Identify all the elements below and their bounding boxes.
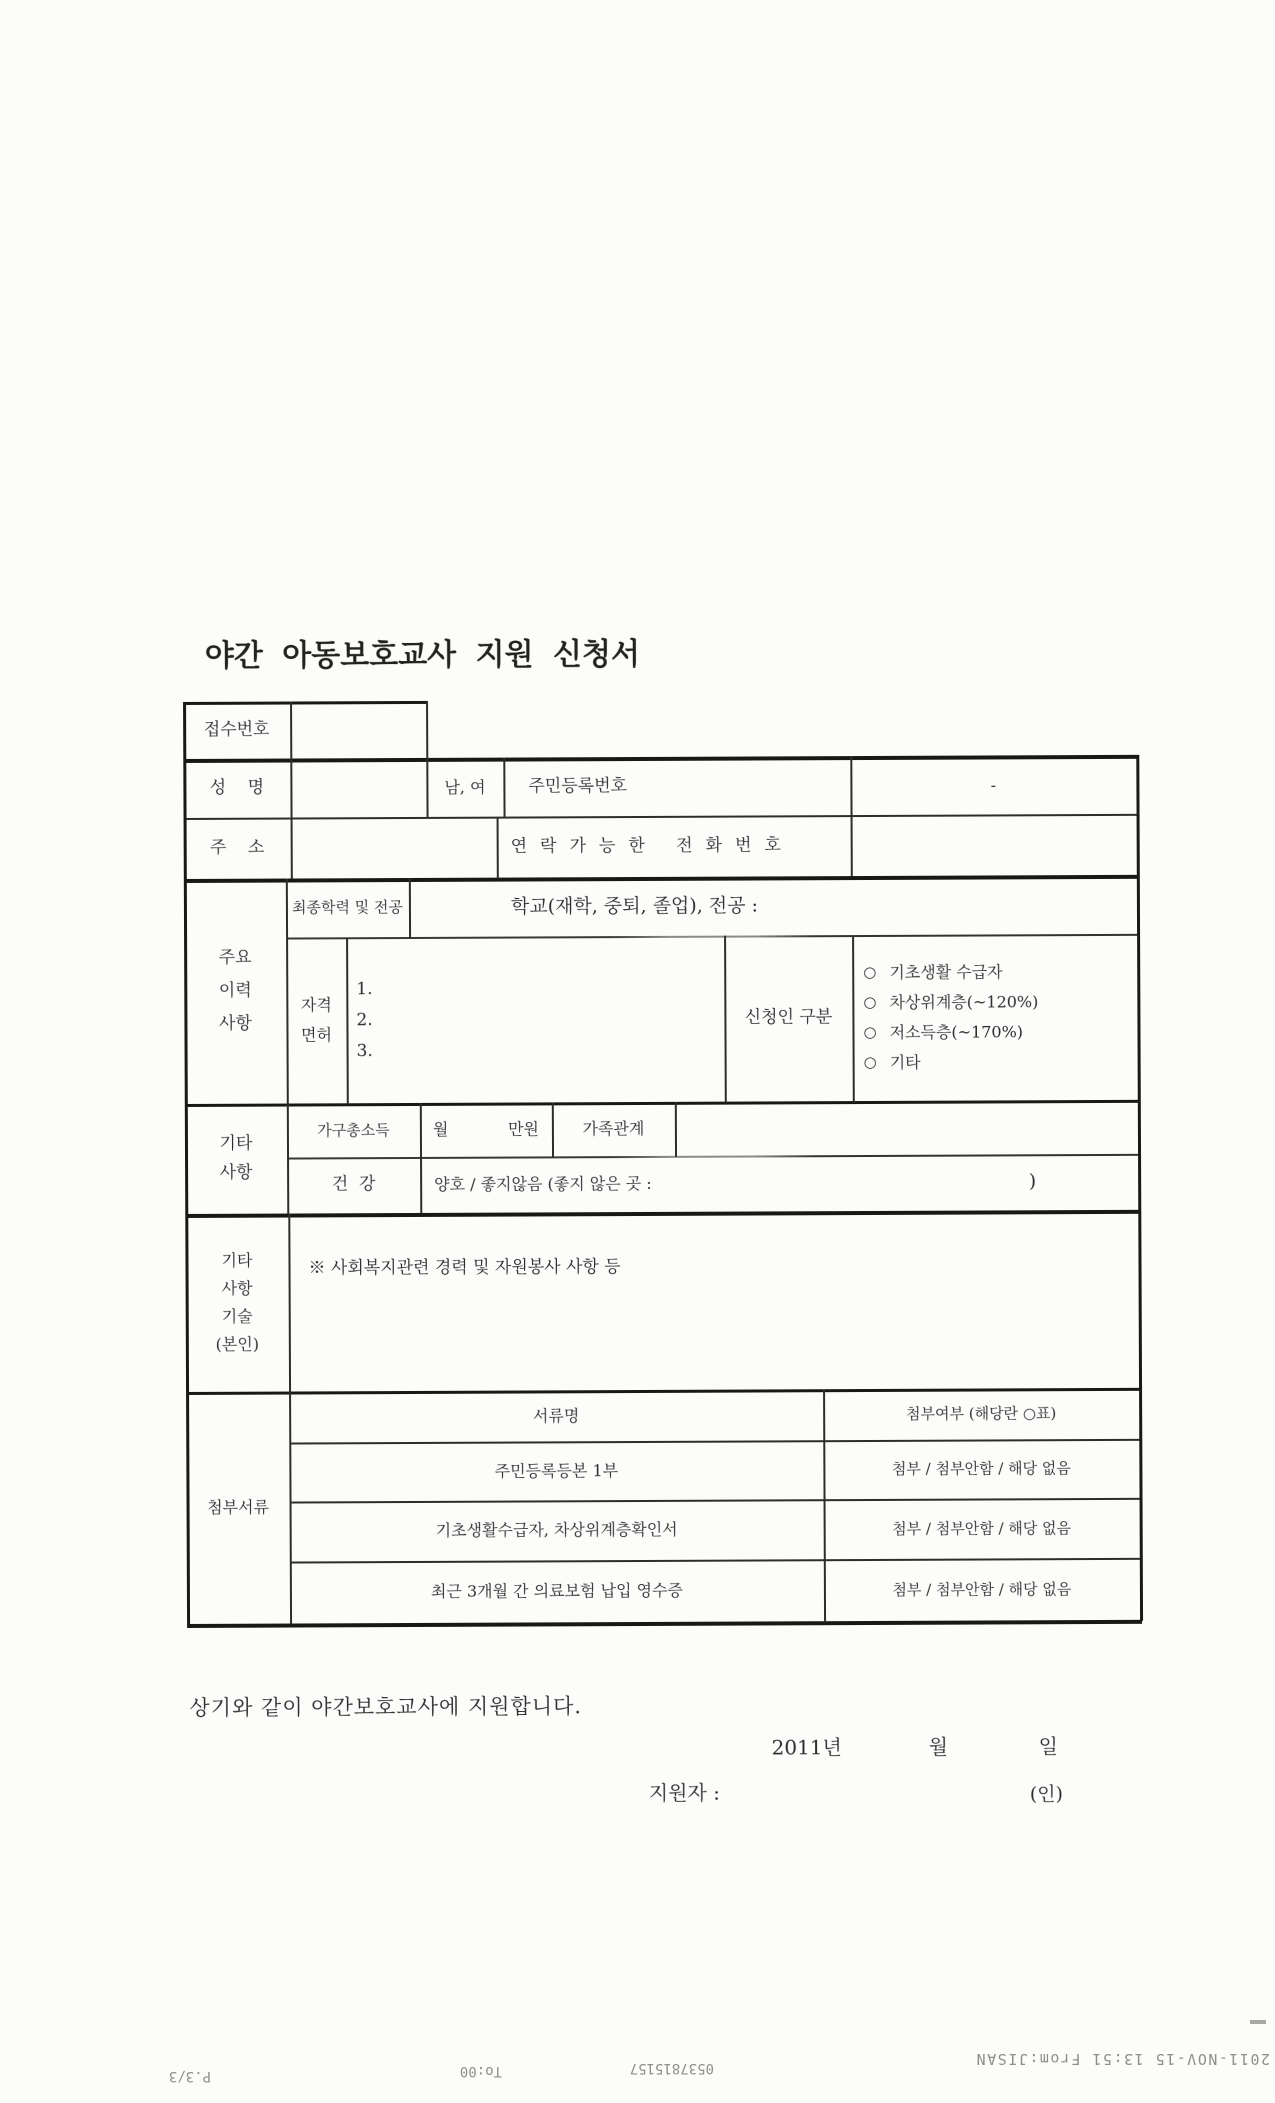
household-income-label: 가구총소득 — [317, 1120, 390, 1140]
self-desc-label-line: (본인) — [215, 1334, 260, 1354]
applicant-option — [863, 957, 1003, 988]
applicant-option-label: 기타 — [889, 1052, 921, 1072]
attachments-doc-header: 서류명 — [532, 1405, 580, 1425]
fax-header-page: P.3/3 — [168, 2068, 211, 2084]
applicant-option — [864, 1048, 921, 1078]
health-close-paren: ) — [1028, 1170, 1037, 1193]
income-unit-cell — [420, 1102, 552, 1157]
phone-label: 연락가능한 전화번호 — [510, 835, 794, 857]
self-description-label — [185, 1214, 289, 1392]
closing-month: 월 — [928, 1734, 948, 1759]
applicant-type-options — [852, 934, 1138, 1101]
form-title: 야간 아동보호교사 지원 신청서 — [204, 636, 640, 674]
closing-year: 2011년 — [771, 1735, 842, 1760]
etc-label-line: 사항 — [219, 1162, 253, 1183]
family-relation-label: 가족관계 — [582, 1118, 645, 1139]
form-table-grid — [0, 0, 1270, 3]
history-label-line: 주요 — [218, 947, 252, 968]
gender-options: 남, 여 — [444, 777, 486, 797]
closing-day: 일 — [1038, 1734, 1058, 1759]
applicant-option-label: 저소득층(~170%) — [889, 1022, 1024, 1042]
fax-header-number: 0537815157 — [629, 2060, 714, 2076]
rrn-value: - — [990, 774, 997, 794]
health-status-cell — [420, 1154, 1138, 1213]
applicant-type-label: 신청인 구분 — [744, 1007, 833, 1028]
applicant-option-label: 차상위계층(~120%) — [889, 992, 1039, 1012]
attachments-status-header: 첨부여부 (해당란 ○표) — [905, 1404, 1057, 1423]
applicant-option-label: 기초생활 수급자 — [889, 962, 1003, 982]
closing-statement: 상기와 같이 야간보호교사에 지원합니다. — [189, 1694, 583, 1720]
license-item: 1. — [356, 978, 373, 999]
address-label: 주 소 — [209, 837, 265, 858]
attachment-doc-name: 주민등록등본 1부 — [494, 1460, 619, 1481]
income-unit-manwon: 만원 — [507, 1119, 539, 1139]
scan-artifact — [1250, 2020, 1266, 2024]
radio-circle-icon: ○ — [863, 992, 877, 1012]
applicant-signature-label: 지원자 : — [648, 1780, 720, 1805]
receipt-number-label: 접수번호 — [203, 719, 270, 740]
history-label-line: 이력 — [218, 980, 252, 1001]
health-label: 건 강 — [331, 1174, 376, 1195]
name-label: 성 명 — [209, 777, 265, 798]
self-desc-label-line: 기타 — [221, 1250, 253, 1270]
attachment-status: 첨부 / 첨부안함 / 해당 없음 — [892, 1518, 1072, 1538]
self-description-note: ※ 사회복지관련 경력 및 자원봉사 사항 등 — [308, 1257, 621, 1279]
attachments-section-label: 첨부서류 — [207, 1497, 270, 1517]
income-unit-month: 월 — [432, 1119, 449, 1139]
history-section-label — [184, 879, 287, 1104]
fax-header-from: 2011-NOV-15 13:51 From:JISAN — [975, 2050, 1270, 2068]
applicant-option — [863, 1017, 1023, 1048]
license-label — [286, 937, 347, 1103]
education-label: 최종학력 및 전공 — [291, 898, 403, 917]
attachment-doc-name: 기초생활수급자, 차상위계층확인서 — [435, 1519, 678, 1540]
seal-mark: (인) — [1029, 1783, 1064, 1806]
license-item: 2. — [356, 1009, 373, 1030]
attachment-doc-name: 최근 3개월 간 의료보험 납입 영수증 — [430, 1580, 683, 1601]
school-note: 학교(재학, 중퇴, 졸업), 전공 : — [510, 894, 759, 918]
radio-circle-icon: ○ — [863, 1022, 877, 1042]
radio-circle-icon: ○ — [863, 1052, 877, 1072]
etc-section-label — [185, 1104, 287, 1214]
self-desc-label-line: 기술 — [221, 1306, 253, 1326]
radio-circle-icon: ○ — [863, 962, 877, 982]
attachment-status: 첨부 / 첨부안함 / 해당 없음 — [892, 1579, 1072, 1599]
license-label-line: 자격 — [300, 995, 332, 1015]
health-status-text: 양호 / 좋지않음 (좋지 않은 곳 : — [434, 1173, 652, 1194]
rrn-label: 주민등록번호 — [528, 775, 628, 797]
self-desc-label-line: 사항 — [221, 1278, 253, 1298]
license-items — [346, 936, 547, 1103]
license-label-line: 면허 — [300, 1025, 332, 1045]
etc-label-line: 기타 — [219, 1133, 253, 1154]
license-item: 3. — [356, 1040, 373, 1061]
table-vertical-line — [675, 1102, 677, 1157]
fax-header-to: To:00 — [459, 2063, 502, 2079]
applicant-option — [863, 987, 1038, 1018]
attachment-status: 첨부 / 첨부안함 / 해당 없음 — [891, 1459, 1071, 1479]
history-label-line: 사항 — [218, 1013, 252, 1034]
